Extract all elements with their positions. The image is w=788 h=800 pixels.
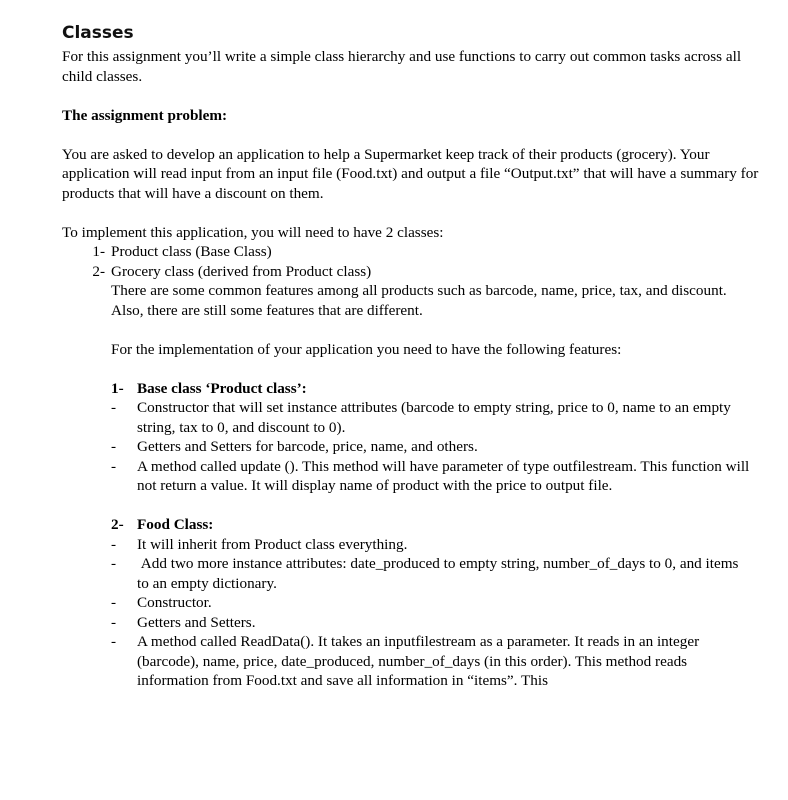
classes-intro: To implement this application, you will need to have 2 classes:	[62, 223, 444, 241]
list-item	[111, 398, 762, 437]
list-item-text: A method called ReadData(). It takes an inputfilestream as a parameter. It reads in an integer (barcode), name, price, date_produced, number_of_days (in this order). This method reads information from Food.txt and save all information in “items”. This	[137, 633, 700, 689]
common-features-paragraph: There are some common features among all products such as barcode, name, price, tax, and discount. Also, there are still some features that are different.	[111, 282, 727, 319]
dash-bullet: -	[111, 613, 117, 631]
problem-paragraph: You are asked to develop an application to help a Supermarket keep track of their products (grocery). Your application will read input from an input file (Food.txt) and output a file “Output.txt” that will have a summary for products that will have a discount on them.	[62, 145, 759, 202]
section-number: 1-	[111, 379, 124, 397]
list-item	[111, 535, 762, 555]
list-item-text: Getters and Setters.	[137, 613, 256, 631]
list-item	[111, 437, 762, 457]
dash-bullet: -	[111, 399, 117, 416]
list-item	[111, 457, 762, 496]
dash-bullet: -	[111, 457, 117, 475]
list-item-text: A method called update (). This method will have parameter of type outfilestream. This function will not return a value. It will display name of product with the price to output file.	[137, 457, 750, 494]
list-item	[111, 554, 762, 593]
list-item-text: Product class (Base Class)	[111, 243, 272, 260]
base-class-heading	[111, 379, 762, 399]
list-item-text: It will inherit from Product class everything.	[137, 535, 408, 553]
list-item	[111, 632, 762, 691]
base-class-features	[111, 398, 762, 496]
list-item	[111, 613, 762, 633]
dash-bullet: -	[111, 438, 117, 455]
list-item-text: Getters and Setters for barcode, price, name, and others.	[137, 438, 478, 455]
section-number: 2-	[111, 516, 124, 533]
food-class-heading	[111, 515, 762, 535]
document-page	[62, 22, 762, 691]
intro-paragraph: For this assignment you’ll write a simple class hierarchy and use functions to carry out common tasks across all child classes.	[62, 48, 742, 85]
classes-list	[62, 242, 762, 281]
problem-heading: The assignment problem:	[62, 106, 228, 124]
list-item	[111, 593, 762, 613]
list-item	[62, 262, 762, 282]
section-title: Base class ‘Product class’:	[137, 379, 307, 397]
section-title: Food Class:	[137, 516, 214, 533]
list-item	[62, 242, 762, 262]
list-item-number: 2-	[92, 262, 105, 280]
food-class-features	[111, 535, 762, 691]
list-item-text: Constructor.	[137, 594, 212, 611]
dash-bullet: -	[111, 594, 117, 611]
document-title: Classes	[62, 23, 134, 43]
features-intro-paragraph: For the implementation of your application you need to have the following features:	[111, 340, 622, 358]
spacer	[62, 496, 762, 516]
dash-bullet: -	[111, 555, 117, 572]
dash-bullet: -	[111, 633, 117, 650]
list-item-number: 1-	[92, 243, 105, 260]
list-item-text: Grocery class (derived from Product class)	[111, 262, 372, 280]
dash-bullet: -	[111, 535, 117, 553]
list-item-text: Constructor that will set instance attributes (barcode to empty string, price to 0, name to an empty string, tax to 0, and discount to 0).	[137, 399, 731, 436]
list-item-text: Add two more instance attributes: date_produced to empty string, number_of_days to 0, and items to an empty dictionary.	[137, 555, 743, 592]
